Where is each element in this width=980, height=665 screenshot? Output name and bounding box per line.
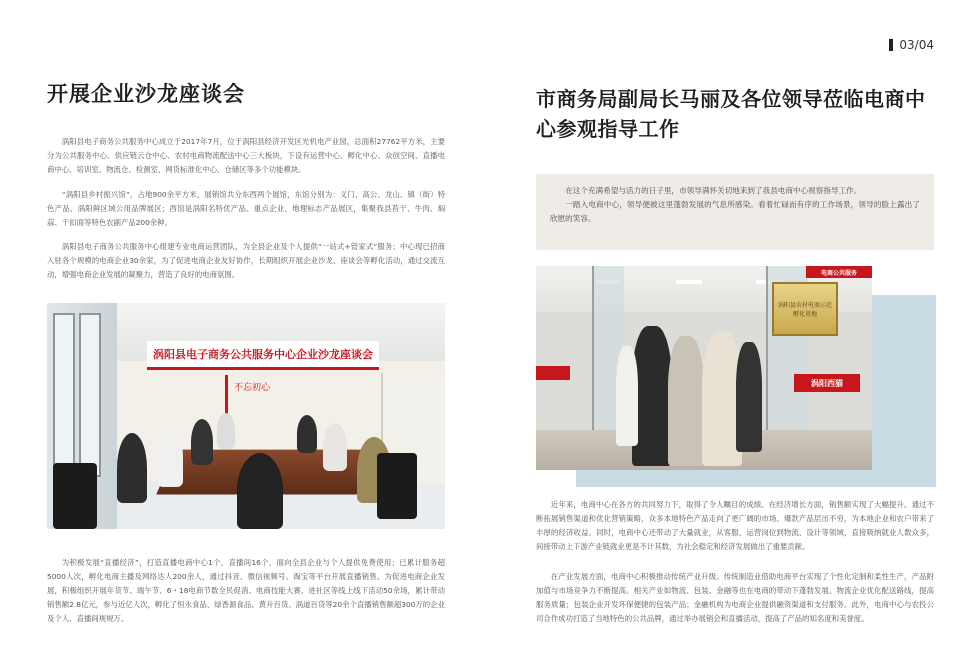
attendee bbox=[297, 415, 317, 453]
leadership-visit-photo bbox=[536, 266, 872, 470]
chair bbox=[53, 463, 97, 529]
page-number bbox=[889, 38, 934, 52]
visitor bbox=[668, 336, 704, 466]
page-number-label: 03/04 bbox=[899, 38, 934, 52]
left-paragraph-2: “涡阳县乡村振兴馆”，占地900余平方米，展销馆共分东西两个展馆，东馆分别为：义门、高公、龙山、镇（街）特色产品、涡阳鲜区域公用品牌展区；西馆是涡阳名特优产品、重点企业、地理标志产品展区，集聚我县苔干、牛肉、焖蒜、干扣面等特色农副产品200余种。 bbox=[47, 190, 445, 227]
left-paragraph-3: 涡阳县电子商务公共服务中心组建专业电商运营团队，为全县企业及个人提供“一站式+管家式”服务；中心现已招商入驻各个规模的电商企业30余家，为了促进电商企业友好协作，长期组织开展企业沙龙、座谈会等孵化活动，通过交流互动，增强电商企业发展的凝聚力，营造了良好的电商氛围。 bbox=[47, 242, 445, 279]
visitor bbox=[616, 346, 638, 446]
chair bbox=[377, 453, 417, 519]
visitor bbox=[736, 342, 762, 452]
brand-sign: 涡阳西猫 bbox=[794, 374, 860, 392]
attendee bbox=[157, 427, 183, 487]
right-paragraph-2: 在产业发展方面，电商中心积极推动传统产业升级。传统制造业借助电商平台实现了个性化定制和柔性生产，产品附加值与市场竞争力不断提高。相关产业如物流、包装、金融等也在电商的带动下蓬勃发展。物流企业优化配送路线，提高服务质量；包装企业开发环保便捷的包装产品；金融机构为电商企业提供融资渠道和支付服务。此外，电商中心与农投公司合作成功打造了当地特色的公共品牌，通过举办展销会和直播活动，提高了产品的知名度和美誉度。 bbox=[536, 572, 934, 623]
right-article-title: 市商务局副局长马丽及各位领导莅临电商中心参观指导工作 bbox=[536, 87, 926, 141]
award-plaque: 涡阳县农村电商示范孵化基地 bbox=[772, 282, 838, 336]
salon-meeting-photo bbox=[47, 303, 445, 529]
page-number-bar bbox=[889, 39, 893, 51]
window-pane bbox=[53, 313, 75, 477]
attendee bbox=[323, 423, 347, 471]
wall-slogan bbox=[225, 375, 338, 415]
left-paragraph-4: 为积极发展“直播经济”，打造直播电商中心1个，直播间16个，面向全县企业与个人提供免费使用；已累计服务超5000人次，孵化电商主播及网络达人200余人，通过抖音、微信视频号、淘宝等平台开展直播销售。为促进电商企业发展，积极组织开展年货节、端午节、6・18电商节数全民促消、电商技能大赛、进社区等线上线下活动50余场，累计带动销售额2.8亿元，参与近亿人次，孵化了恒永食品、绿香源食品、黄升百货、涡道百货等20余个直播销售额超300万的企业及个人、直播间规规万。 bbox=[47, 558, 445, 623]
attendee bbox=[217, 413, 235, 449]
visitor bbox=[632, 326, 672, 466]
attendees bbox=[87, 413, 407, 529]
attendee bbox=[191, 419, 213, 465]
top-sign: 电商公共服务 bbox=[806, 266, 872, 278]
ceiling-light bbox=[676, 280, 702, 284]
attendee bbox=[117, 433, 147, 503]
highlight-box bbox=[536, 174, 934, 250]
highlight-paragraph-1: 在这个充满希望与活力的日子里，市领导满怀关切地来到了我县电商中心视察指导工作。 bbox=[565, 186, 862, 195]
attendee bbox=[237, 453, 283, 529]
right-paragraph-1: 近年来，电商中心在各方的共同努力下，取得了令人瞩目的成绩。在经济增长方面，销售额实现了大幅提升。通过不断拓展销售渠道和优化营销策略，众多本地特色产品走向了更广阔的市场。爆款产品层出不穷，为本地企业和农户带来了丰厚的经济收益。同时，电商中心还带动了大量就业，从客服、运营岗位到物流、设计等领域，直接吸纳就业人数众多，间接带动上下游产业链就业更是不计其数，为社会稳定和经济发展做出了重要贡献。 bbox=[536, 500, 934, 551]
left-paragraph-1: 涡阳县电子商务公共服务中心成立于2017年7月，位于涡阳县经济开发区光机电产业园，总面积27762平方米，主要分为公共服务中心、供应链云仓中心、农村电商物流配送中心三大板块，下设有运营中心、孵化中心、众创空间、直播电商中心、培训室、物流仓、检测室、网货标准化中心、仓储区等多个功能模块。 bbox=[47, 137, 445, 174]
meeting-banner: 涡阳县电子商务公共服务中心企业沙龙座谈会 bbox=[147, 341, 379, 370]
red-sign bbox=[536, 366, 570, 380]
highlight-paragraph-2: 一踏入电商中心，领导便被这里蓬勃发展的气息所感染。看着忙碌而有序的工作场景，领导的脸上露出了欣慰的笑容。 bbox=[550, 200, 920, 223]
wall-slogan-text: 不忘初心 bbox=[234, 383, 271, 393]
left-article-title: 开展企业沙龙座谈会 bbox=[47, 82, 245, 106]
